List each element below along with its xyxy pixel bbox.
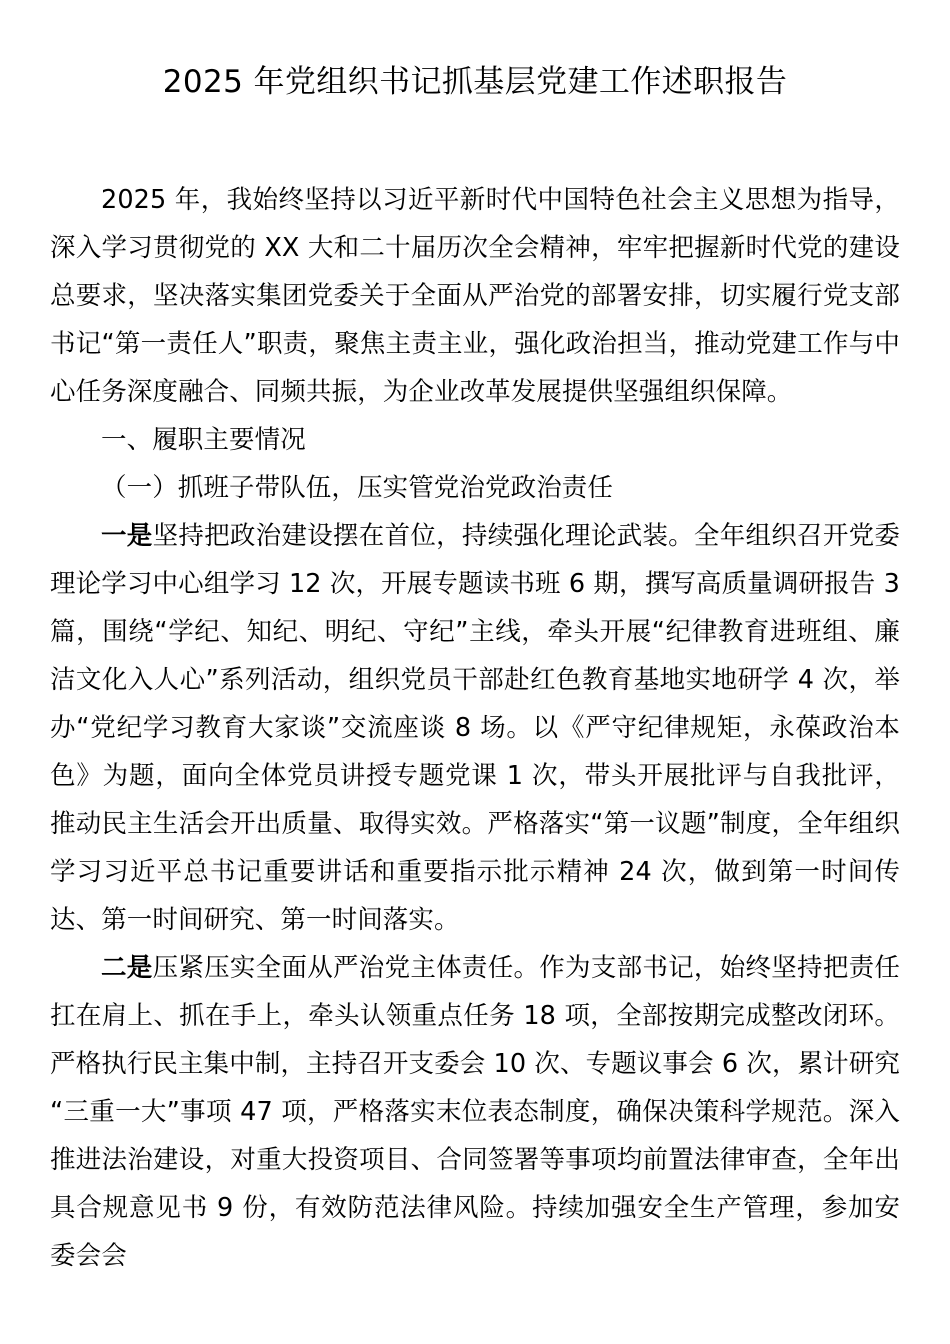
point-one-paragraph	[50, 512, 900, 944]
section-heading-one: 一、履职主要情况	[101, 425, 306, 455]
point-one-lead: 一是	[101, 521, 153, 551]
point-two-text: 压紧压实全面从严治党主体责任。作为支部书记，始终坚持把责任扛在肩上、抓在手上，牵头认领重点任务 18 项，全部按期完成整改闭环。严格执行民主集中制，主持召开支委会 10 次、专题议事会 6 次，累计研究“三重一大”事项 47 项，严格落实末位表态制度，确保决策科学规范。深入推进法治建设，对重大投资项目、合同签署等事项均前置法律审查，全年出具合规意见书 9 份，有效防范法律风险。持续加强安全生产管理，参加安委会会	[50, 953, 900, 1271]
page-title: 2025 年党组织书记抓基层党建工作述职报告	[162, 64, 788, 100]
document-body	[50, 0, 900, 1280]
point-two-paragraph	[50, 944, 900, 1280]
point-one-text: 坚持把政治建设摆在首位，持续强化理论武装。全年组织召开党委理论学习中心组学习 12 次，开展专题读书班 6 期，撰写高质量调研报告 3 篇，围绕“学纪、知纪、明纪、守纪”主线，牵头开展“纪律教育进班组、廉洁文化入人心”系列活动，组织党员干部赴红色教育基地实地研学 4 次，举办“党纪学习教育大家谈”交流座谈 8 场。以《严守纪律规矩，永葆政治本色》为题，面向全体党员讲授专题党课 1 次，带头开展批评与自我批评，推动民主生活会开出质量、取得实效。严格落实“第一议题”制度，全年组织学习习近平总书记重要讲话和重要指示批示精神 24 次，做到第一时间传达、第一时间研究、第一时间落实。	[50, 521, 900, 935]
opening-paragraph: 2025 年，我始终坚持以习近平新时代中国特色社会主义思想为指导，深入学习贯彻党的 XX 大和二十届历次全会精神，牢牢把握新时代党的建设总要求，坚决落实集团党委关于全面从严治党的部署安排，切实履行党支部书记“第一责任人”职责，聚焦主责主业，强化政治担当，推动党建工作与中心任务深度融合、同频共振，为企业改革发展提供坚强组织保障。	[50, 185, 900, 407]
point-two-lead: 二是	[101, 953, 153, 983]
title-spacer	[50, 104, 900, 176]
subsection-heading-one: （一）抓班子带队伍，压实管党治党政治责任	[101, 473, 614, 503]
